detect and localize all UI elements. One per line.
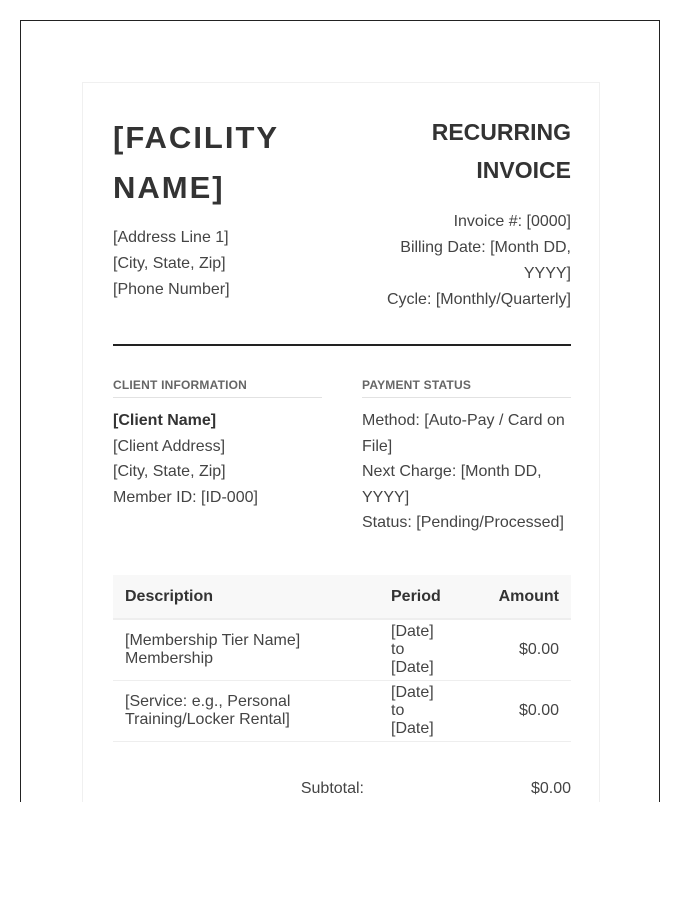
invoice-meta: [371, 209, 571, 313]
item-description: [Service: e.g., Personal Training/Locker Rental]: [113, 681, 379, 742]
next-charge: Next Charge: [Month DD, YYYY]: [362, 463, 542, 506]
invoice-number: Invoice #: [0000]: [453, 213, 571, 230]
amount-column-header: Amount: [463, 575, 571, 619]
document-page: [20, 20, 660, 802]
table-row: [113, 619, 571, 681]
item-description: [Membership Tier Name] Membership: [113, 619, 379, 681]
period-column-header: Period: [379, 575, 463, 619]
client-name: [Client Name]: [113, 412, 217, 429]
client-information-section: [113, 378, 322, 510]
billing-cycle: Cycle: [Monthly/Quarterly]: [386, 291, 571, 308]
client-address: [Client Address]: [113, 437, 226, 455]
header-divider: [113, 344, 571, 346]
facility-phone: [Phone Number]: [113, 281, 230, 298]
subtotal-value: $0.00: [530, 780, 571, 797]
invoice-title: RECURRING INVOICE: [431, 119, 571, 183]
client-information-body: [113, 408, 322, 510]
client-information-heading: CLIENT INFORMATION: [113, 378, 322, 398]
facility-city-state-zip: [City, State, Zip]: [113, 255, 226, 272]
description-column-header: Description: [113, 575, 379, 619]
table-row: [113, 681, 571, 742]
payment-status-body: [362, 408, 571, 536]
table-header-row: [113, 575, 571, 619]
payment-status-section: [362, 378, 571, 536]
item-amount: $0.00: [463, 619, 571, 681]
item-amount: $0.00: [463, 681, 571, 742]
payment-status: Status: [Pending/Processed]: [362, 514, 564, 531]
payment-status-heading: PAYMENT STATUS: [362, 378, 571, 398]
line-items-table: [113, 575, 571, 742]
billing-date: Billing Date: [Month DD, YYYY]: [400, 239, 571, 282]
invoice-card: [82, 82, 600, 802]
subtotal-label: Subtotal:: [300, 780, 364, 797]
facility-name: [FACILITY NAME]: [113, 120, 279, 205]
client-city-state-zip: [City, State, Zip]: [113, 463, 226, 480]
item-period: [Date] to [Date]: [379, 681, 463, 742]
client-member-id: Member ID: [ID-000]: [113, 488, 258, 506]
facility-address-block: [113, 225, 230, 303]
facility-address-line1: [Address Line 1]: [113, 229, 229, 246]
item-period: [Date] to [Date]: [379, 619, 463, 681]
payment-method: Method: [Auto-Pay / Card on File]: [362, 412, 565, 455]
